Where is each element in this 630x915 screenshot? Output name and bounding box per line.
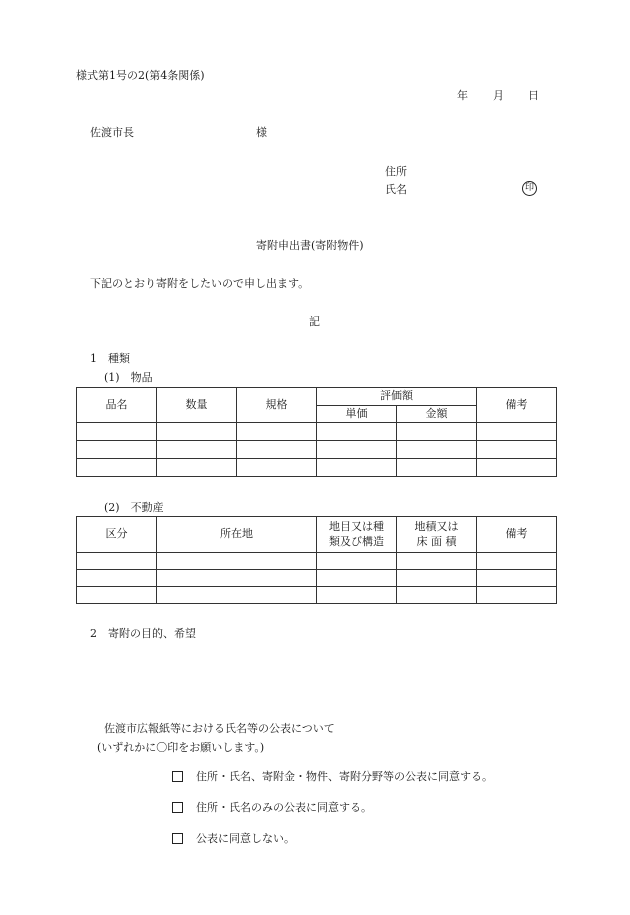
table-row [77, 587, 557, 604]
option-checkbox-none[interactable] [172, 833, 183, 844]
option-checkbox-full[interactable] [172, 771, 183, 782]
publication-instruction: (いずれかに〇印をお願いします。) [97, 741, 265, 754]
table-cell[interactable] [477, 423, 557, 441]
table-cell[interactable] [237, 423, 317, 441]
option-label-none: 公表に同意しない。 [196, 832, 295, 845]
table-cell[interactable] [77, 423, 157, 441]
table-cell[interactable] [397, 570, 477, 587]
header-land-type [317, 517, 397, 553]
table-cell[interactable] [77, 459, 157, 477]
table-cell[interactable] [477, 587, 557, 604]
header-valuation: 評価額 [317, 388, 477, 406]
date-day: 日 [528, 89, 539, 102]
header-remarks: 備考 [477, 388, 557, 423]
header-unit-price: 単価 [317, 406, 397, 423]
table-cell[interactable] [317, 587, 397, 604]
table-cell[interactable] [397, 423, 477, 441]
name-label: 氏名 [385, 183, 407, 196]
option-label-full: 住所・氏名、寄附金・物件、寄附分野等の公表に同意する。 [196, 770, 493, 783]
table-cell[interactable] [397, 587, 477, 604]
realty-table [76, 516, 557, 604]
option-checkbox-name-only[interactable] [172, 802, 183, 813]
header-land-type-line2: 類及び構造 [329, 534, 384, 548]
table-cell[interactable] [477, 459, 557, 477]
table-cell[interactable] [317, 423, 397, 441]
table-cell[interactable] [157, 459, 237, 477]
date-month: 月 [493, 89, 504, 102]
table-row [77, 553, 557, 570]
ki-heading: 記 [309, 315, 320, 328]
address-label: 住所 [385, 165, 407, 178]
table-cell[interactable] [477, 570, 557, 587]
section1-heading: 1 種類 [90, 352, 130, 365]
table-cell[interactable] [77, 570, 157, 587]
table-row [77, 459, 557, 477]
table-cell[interactable] [77, 441, 157, 459]
table-cell[interactable] [477, 441, 557, 459]
seal-mark: 印 [522, 181, 537, 196]
publication-question: 佐渡市広報紙等における氏名等の公表について [104, 722, 335, 735]
header-location: 所在地 [157, 517, 317, 553]
table-cell[interactable] [397, 441, 477, 459]
table-cell[interactable] [157, 553, 317, 570]
header-area-line1: 地積又は [414, 520, 459, 534]
table-cell[interactable] [157, 570, 317, 587]
table-cell[interactable] [237, 459, 317, 477]
intro-text: 下記のとおり寄附をしたいので申し出ます。 [90, 277, 310, 290]
table-cell[interactable] [157, 441, 237, 459]
table-cell[interactable] [77, 553, 157, 570]
header-spec: 規格 [237, 388, 317, 423]
realty-heading: (2) 不動産 [104, 501, 164, 514]
goods-table [76, 387, 557, 477]
table-row [77, 423, 557, 441]
table-cell[interactable] [237, 441, 317, 459]
header-amount: 金額 [397, 406, 477, 423]
table-cell[interactable] [77, 587, 157, 604]
form-number: 様式第1号の2(第4条関係) [76, 69, 205, 82]
table-cell[interactable] [477, 553, 557, 570]
table-cell[interactable] [317, 553, 397, 570]
header-area-line2: 床 面 積 [416, 534, 457, 548]
table-row [77, 570, 557, 587]
option-label-name-only: 住所・氏名のみの公表に同意する。 [196, 801, 372, 814]
header-area [397, 517, 477, 553]
table-cell[interactable] [157, 587, 317, 604]
header-remarks: 備考 [477, 517, 557, 553]
table-cell[interactable] [157, 423, 237, 441]
header-category: 区分 [77, 517, 157, 553]
header-item-name: 品名 [77, 388, 157, 423]
table-cell[interactable] [317, 459, 397, 477]
table-cell[interactable] [397, 553, 477, 570]
table-cell[interactable] [317, 441, 397, 459]
header-quantity: 数量 [157, 388, 237, 423]
document-title: 寄附申出書(寄附物件) [256, 239, 364, 252]
table-cell[interactable] [317, 570, 397, 587]
section2-heading: 2 寄附の目的、希望 [90, 627, 196, 640]
goods-heading: (1) 物品 [104, 371, 153, 384]
table-row [77, 441, 557, 459]
addressee-honorific: 様 [256, 126, 267, 139]
date-year: 年 [457, 89, 468, 102]
table-cell[interactable] [397, 459, 477, 477]
addressee-name: 佐渡市長 [90, 126, 134, 139]
header-land-type-line1: 地目又は種 [329, 520, 384, 534]
